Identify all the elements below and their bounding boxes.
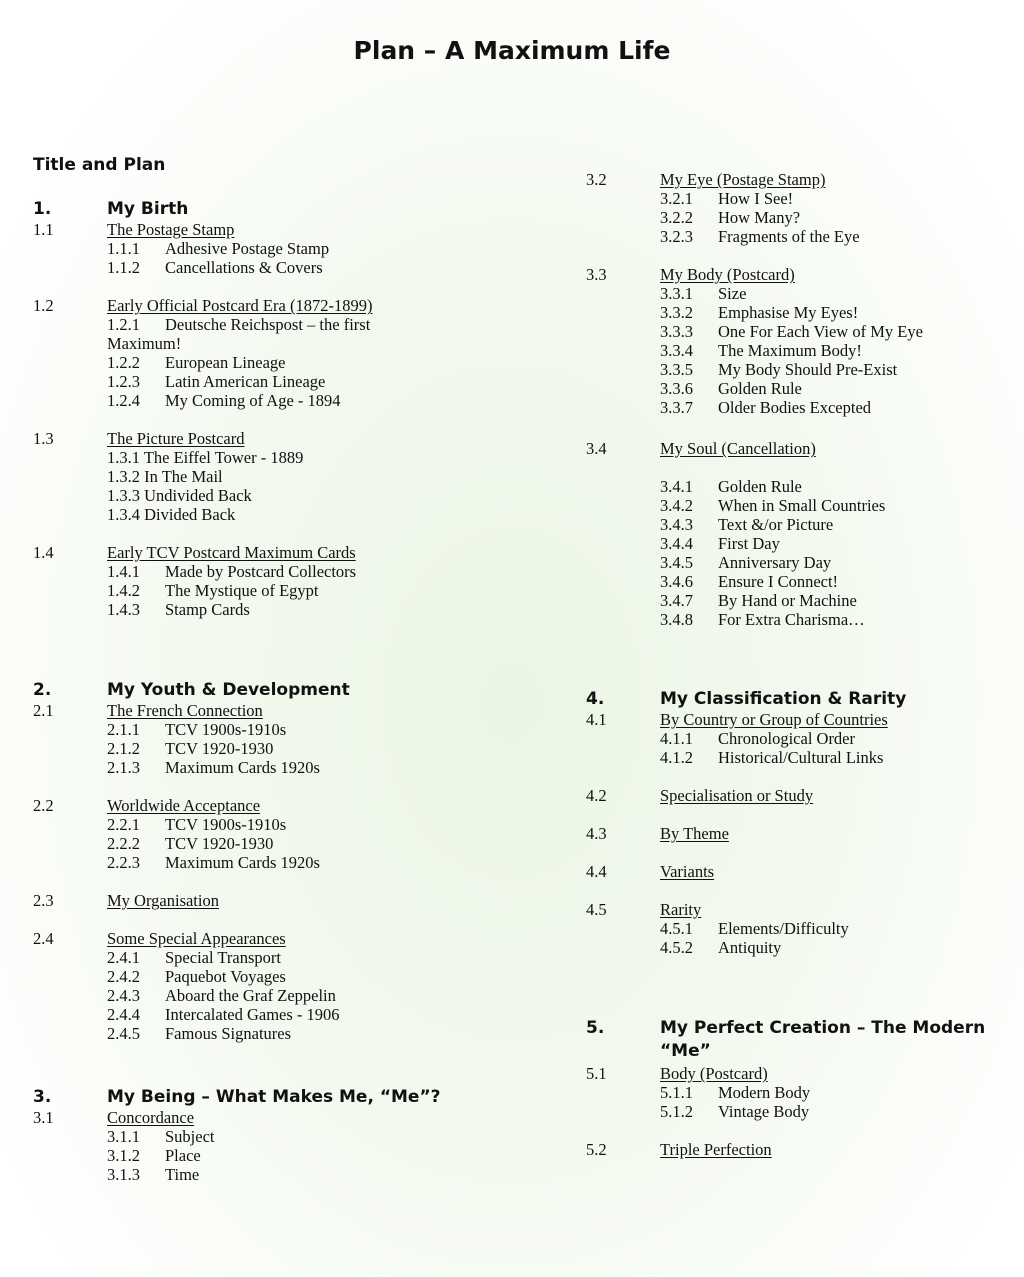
section-number: 4.5 [586,900,607,919]
section-title: By Theme [660,824,729,843]
subsection-number: 3.1.1 [107,1127,140,1146]
subsection-title: TCV 1920-1930 [165,739,274,758]
subsection-title: Text &/or Picture [718,515,834,534]
section-title: The Postage Stamp [107,220,235,239]
section-title: My Body (Postcard) [660,265,795,284]
subsection-title: Fragments of the Eye [718,227,860,246]
subsection-title: 1.3.3 Undivided Back [107,486,252,505]
subsection-number: 2.2.2 [107,834,140,853]
chapter-title: My Classification & Rarity [660,689,907,709]
section-number: 3.3 [586,265,607,284]
subsection-number: 1.4.2 [107,581,140,600]
subsection-title: Time [165,1165,200,1184]
chapter-title: My Birth [107,199,189,219]
chapter-title: My Perfect Creation – The Modern [660,1018,986,1038]
subsection-title: By Hand or Machine [718,591,857,610]
subsection-title: Maximum Cards 1920s [165,853,320,872]
section-title: Early Official Postcard Era (1872-1899) [107,296,373,315]
subsection-title: Modern Body [718,1083,811,1102]
subsection-title: Elements/Difficulty [718,919,849,938]
section-number: 3.1 [33,1108,54,1127]
subsection-title: How Many? [718,208,801,227]
subsection-number: 3.3.4 [660,341,693,360]
section-title: Triple Perfection [660,1140,772,1159]
section-title: Specialisation or Study [660,786,814,805]
subsection-title: European Lineage [165,353,286,372]
section-title: My Organisation [107,891,219,910]
subsection-number: 2.1.1 [107,720,140,739]
subsection-number: 3.2.1 [660,189,693,208]
subsection-number: 3.3.5 [660,360,693,379]
subsection-title: Vintage Body [718,1102,810,1121]
section-title: Early TCV Postcard Maximum Cards [107,543,356,562]
section-number: 4.4 [586,862,607,881]
subsection-title: Older Bodies Excepted [718,398,872,417]
subsection-number: 2.4.2 [107,967,140,986]
subsection-title: Chronological Order [718,729,856,748]
chapter-title: My Youth & Development [107,680,350,700]
section-number: 3.2 [586,170,607,189]
subsection-number: 4.5.1 [660,919,693,938]
chapter-number: 2. [33,680,52,700]
subsection-title: 1.3.1 The Eiffel Tower - 1889 [107,448,304,467]
section-title: The Picture Postcard [107,429,245,448]
subsection-number: 1.1.1 [107,239,140,258]
subsection-number: 1.2.4 [107,391,140,410]
section-number: 2.4 [33,929,54,948]
subsection-number: 2.2.1 [107,815,140,834]
subsection-number: 1.1.2 [107,258,140,277]
section-number: 4.3 [586,824,607,843]
subsection-title: Size [718,284,747,303]
subsection-title: Golden Rule [718,477,802,496]
subsection-number: 3.4.1 [660,477,693,496]
subsection-number: 2.1.3 [107,758,140,777]
section-number: 4.2 [586,786,607,805]
subsection-title: Historical/Cultural Links [718,748,884,767]
subsection-title: Maximum Cards 1920s [165,758,320,777]
subsection-number: 3.1.3 [107,1165,140,1184]
section-number: 1.4 [33,543,54,562]
subsection-title: Subject [165,1127,215,1146]
chapter-title: “Me” [660,1041,711,1061]
subsection-number: 3.4.8 [660,610,693,629]
chapter-number: 3. [33,1087,52,1107]
subsection-number: 3.2.2 [660,208,693,227]
subsection-title: How I See! [718,189,794,208]
chapter-title: My Being – What Makes Me, “Me”? [107,1087,441,1107]
subsection-number: 2.4.1 [107,948,140,967]
section-title: My Soul (Cancellation) [660,439,816,458]
subsection-title: Intercalated Games - 1906 [165,1005,340,1024]
subsection-number: 3.3.3 [660,322,693,341]
subsection-number: 5.1.1 [660,1083,693,1102]
subsection-title: Famous Signatures [165,1024,292,1043]
subsection-number: 4.5.2 [660,938,693,957]
section-title: Concordance [107,1108,195,1127]
section-number: 2.1 [33,701,54,720]
chapter-number: 4. [586,689,605,709]
section-number: 1.3 [33,429,54,448]
subsection-number: 3.4.7 [660,591,693,610]
section-number: 3.4 [586,439,607,458]
subsection-title: First Day [718,534,780,553]
subsection-title: Stamp Cards [165,600,250,619]
section-title: Worldwide Acceptance [107,796,261,815]
subsection-number: 1.4.1 [107,562,140,581]
subsection-number: 3.3.7 [660,398,693,417]
subsection-number: 3.3.2 [660,303,693,322]
subsection-number: 3.4.6 [660,572,693,591]
chapter-number: 1. [33,199,52,219]
subsection-title: The Maximum Body! [718,341,862,360]
subsection-title: Deutsche Reichspost – the first [165,315,371,334]
subsection-number: 2.1.2 [107,739,140,758]
subsection-title: Golden Rule [718,379,802,398]
subsection-title: Paquebot Voyages [165,967,286,986]
section-title: Rarity [660,900,702,919]
section-title: My Eye (Postage Stamp) [660,170,826,189]
subsection-number: 1.2.3 [107,372,140,391]
subsection-number: 2.4.5 [107,1024,140,1043]
subsection-number: 2.2.3 [107,853,140,872]
subsection-number: 2.4.3 [107,986,140,1005]
subsection-number: 1.2.2 [107,353,140,372]
subsection-title: Adhesive Postage Stamp [165,239,330,258]
subsection-title: Anniversary Day [718,553,832,572]
subsection-title: Emphasise My Eyes! [718,303,859,322]
section-number: 1.1 [33,220,54,239]
subsection-title: Ensure I Connect! [718,572,839,591]
section-number: 2.2 [33,796,54,815]
subsection-title: 1.3.4 Divided Back [107,505,236,524]
subsection-number: 3.4.4 [660,534,693,553]
subsection-title: TCV 1920-1930 [165,834,274,853]
chapter-number: 5. [586,1018,605,1038]
subsection-number: 3.3.1 [660,284,693,303]
section-title: Variants [660,862,715,881]
subsection-number: 3.4.3 [660,515,693,534]
subsection-number: 4.1.1 [660,729,693,748]
subsection-number: 5.1.2 [660,1102,693,1121]
section-title: Some Special Appearances [107,929,286,948]
section-title: Body (Postcard) [660,1064,768,1083]
subsection-title: When in Small Countries [718,496,886,515]
subsection-number: 3.2.3 [660,227,693,246]
subsection-title: The Mystique of Egypt [165,581,319,600]
subsection-title: Aboard the Graf Zeppelin [165,986,336,1005]
subsection-title: TCV 1900s-1910s [165,815,287,834]
subsection-number: 3.1.2 [107,1146,140,1165]
page-title: Plan – A Maximum Life [353,36,671,65]
subsection-title: Latin American Lineage [165,372,326,391]
section-number: 5.2 [586,1140,607,1159]
subsection-number: 1.2.1 [107,315,140,334]
section-title: By Country or Group of Countries [660,710,888,729]
subsection-title: Special Transport [165,948,281,967]
subsection-title: Antiquity [718,938,782,957]
subsection-title: One For Each View of My Eye [718,322,923,341]
section-number: 1.2 [33,296,54,315]
section-title: The French Connection [107,701,263,720]
section-number: 2.3 [33,891,54,910]
section-number: 5.1 [586,1064,607,1083]
subsection-title: TCV 1900s-1910s [165,720,287,739]
subsection-title: For Extra Charisma… [718,610,865,629]
subsection-title: My Coming of Age - 1894 [165,391,341,410]
subsection-number: 2.4.4 [107,1005,140,1024]
subsection-title: My Body Should Pre-Exist [718,360,898,379]
subsection-number: 1.4.3 [107,600,140,619]
subsection-title: Made by Postcard Collectors [165,562,357,581]
section-number: 4.1 [586,710,607,729]
subsection-number: 3.4.2 [660,496,693,515]
subsection-title: Cancellations & Covers [165,258,323,277]
subsection-title: 1.3.2 In The Mail [107,467,223,486]
subsection-title: Place [165,1146,201,1165]
subsection-number: 4.1.2 [660,748,693,767]
subsection-number: 3.4.5 [660,553,693,572]
subsection-title: Maximum! [107,334,182,353]
section-subtitle: Title and Plan [33,155,166,175]
subsection-number: 3.3.6 [660,379,693,398]
